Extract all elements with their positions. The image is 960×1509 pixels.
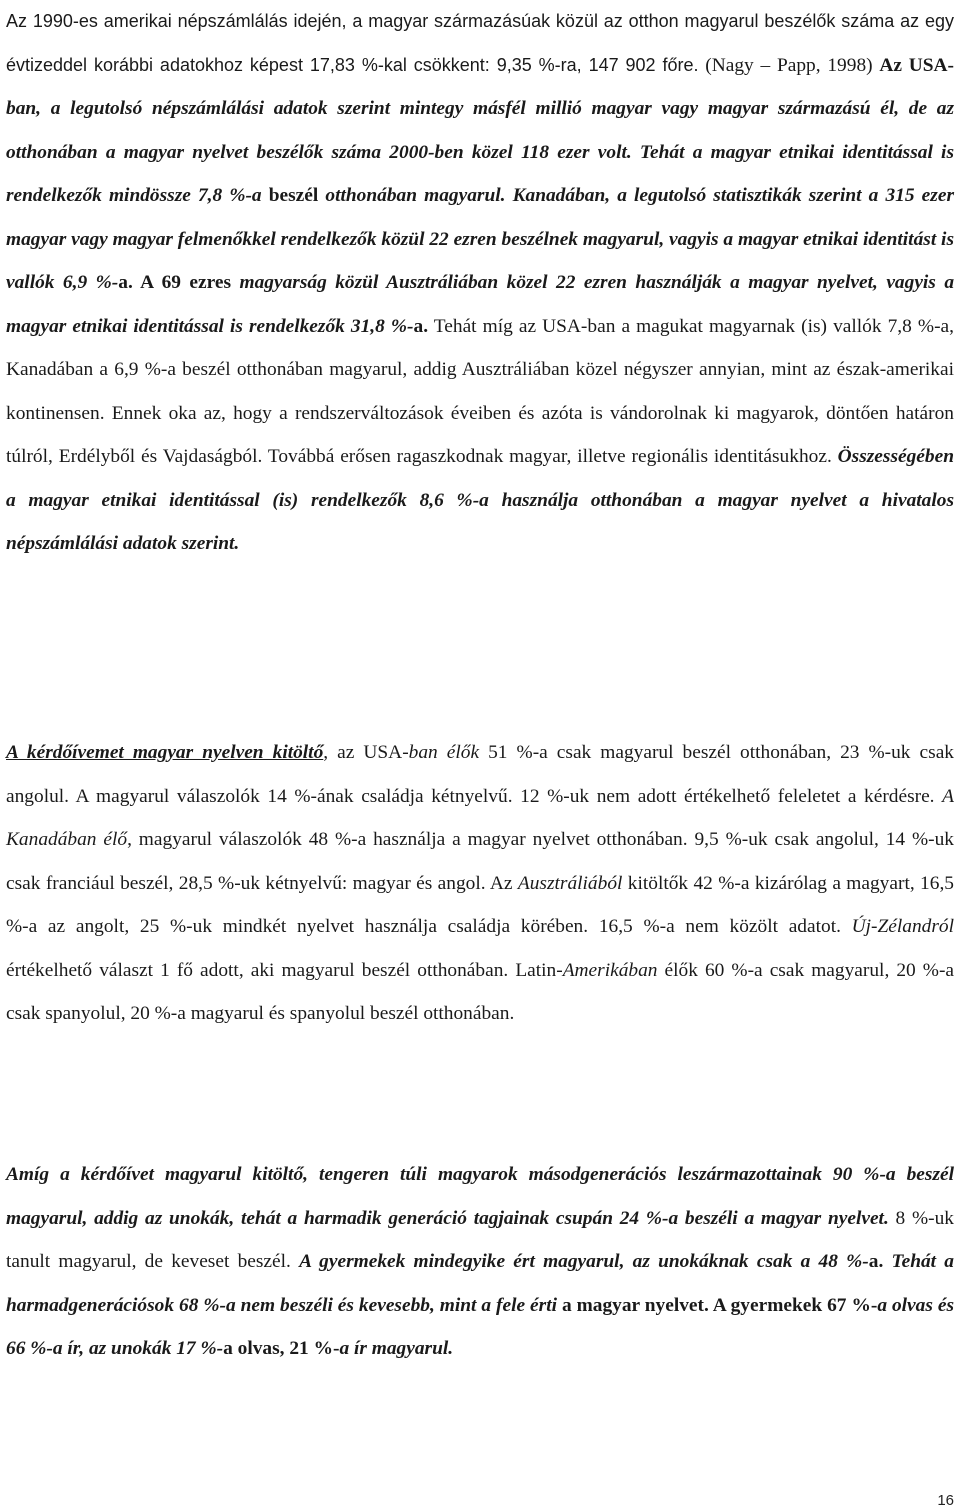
text-run: otthonában magyarul. Kanadában, a legutolsó statisztikák szerint a 315 ezer magyar vagy magyar felmenőkkel rendelkezők közül 22 ezren beszélnek magyarul, vagyis a magyar etnikai identitást is vallók 6,9 %-	[6, 185, 954, 293]
page-number: 16	[937, 1492, 954, 1509]
text-run: , magyarul válaszolók 48 %-a használja a magyar nyelvet otthonában. 9,5 %-uk csak angolul, 14 %-uk csak franciául beszél, 28,5 %-uk kétnyelvű: magyar és angol. Az	[6, 829, 954, 894]
text-run: a.	[868, 1251, 892, 1272]
text-run: Amerikában	[562, 959, 658, 981]
text-run: élők 60 %-a csak magyarul, 20 %-a csak spanyolul, 20 %-a magyarul és spanyolul beszél otthonában.	[6, 959, 955, 1024]
text-run: Új-Zélandról	[851, 916, 954, 937]
text-run: Az USA-	[879, 54, 954, 76]
text-run: Összességében a magyar etnikai identitással (is) rendelkezők 8,6 %-a használja otthonában a magyar nyelvet a hivatalos népszámlálási adatok szerint.	[6, 446, 954, 554]
text-run: a olvas, 21 %-	[223, 1338, 340, 1359]
text-run: , az USA-	[323, 742, 409, 763]
text-run: a. A 69 ezres	[118, 272, 240, 293]
paragraph-questionnaire-results	[6, 731, 954, 1036]
text-run: Tehát míg az USA-ban a magukat magyarnak (is) vallók 7,8 %-a, Kanadában a 6,9 %-a beszél otthonában magyarul, addig Ausztráliában közel négyszer annyian, mint az észak-amerikai kontinensen. Ennek oka az, hogy a rendszerváltozások éveiben és azóta is vándorolnak ki magyarok, döntően határon túlról, Erdélyből és Vajdaságból. Továbbá erősen ragaszkodnak magyar, illetve regionális identitásukhoz.	[6, 315, 954, 467]
text-run: a magyar nyelvet. A gyermekek 67 %-	[556, 1294, 878, 1316]
text-run: A kérdőívemet magyar nyelven kitöltő	[6, 742, 324, 763]
text-run: kitöltők 42 %-a kizárólag a magyart, 16,5 %-a az angolt, 25 %-uk mindkét nyelvet használja családja körében. 16,5 %-a nem közölt adatot.	[6, 872, 954, 937]
text-run: Amíg a kérdőívet magyarul kitöltő, tengeren túli magyarok másodgenerációs leszármazottainak 90 %-a beszél magyarul, addig az unokák, tehát a harmadik generáció tagjainak csupán 24 %-a beszéli a magyar nyelvet.	[6, 1164, 954, 1229]
text-run: értékelhető választ 1 fő adott, aki magyarul beszél otthonában. Latin-	[6, 959, 563, 981]
text-run: A Kanadában élő	[6, 785, 954, 850]
text-run: magyarság közül Ausztráliában közel 22 ezren használják a magyar nyelvet, vagyis a magyar etnikai identitással is rendelkezők 31,8 %-	[6, 272, 955, 337]
text-run: a olvas és 66 %-a ír, az unokák 17 %-	[6, 1294, 955, 1359]
text-run: (Nagy – Papp, 1998)	[698, 54, 880, 76]
text-run: ban élők	[408, 742, 480, 763]
text-run: Ausztráliából	[517, 872, 623, 894]
text-run: 8 %-uk tanult magyarul, de keveset beszél.	[6, 1207, 954, 1272]
text-run: A gyermekek mindegyike ért magyarul, az unokáknak csak a 48 %-	[299, 1251, 869, 1272]
text-run: ban, a legutolsó népszámlálási adatok szerint mintegy másfél millió magyar vagy magyar származású él, de az otthonában a magyar nyelvet beszélők száma 2000-ben közel 118 ezer volt. Tehát a magyar etnikai identitással is rendelkezők mindössze 7,8 %-a	[6, 98, 954, 206]
text-run: Az 1990-es amerikai népszámlálás idején, a magyar származásúak közül az otthon magyarul beszélők száma az egy évtizeddel korábbi adatokhoz képest 17,83 %-kal csökkent: 9,35 %-ra, 147 902 főre.	[6, 11, 954, 75]
text-run: beszél	[268, 185, 319, 206]
text-run: a ír magyarul.	[339, 1338, 454, 1359]
paragraph-census-statistics	[6, 0, 954, 566]
text-run: Tehát a harmadgenerációsok 68 %-a nem beszéli és kevesebb, mint a fele érti	[6, 1251, 954, 1316]
text-run: a.	[413, 315, 429, 337]
paragraph-generations	[6, 1153, 954, 1371]
text-run: 51 %-a csak magyarul beszél otthonában, 23 %-uk csak angolul. A magyarul válaszolók 14 %-ának családja kétnyelvű. 12 %-uk nem adott értékelhető feleletet a kérdésre.	[6, 742, 954, 807]
